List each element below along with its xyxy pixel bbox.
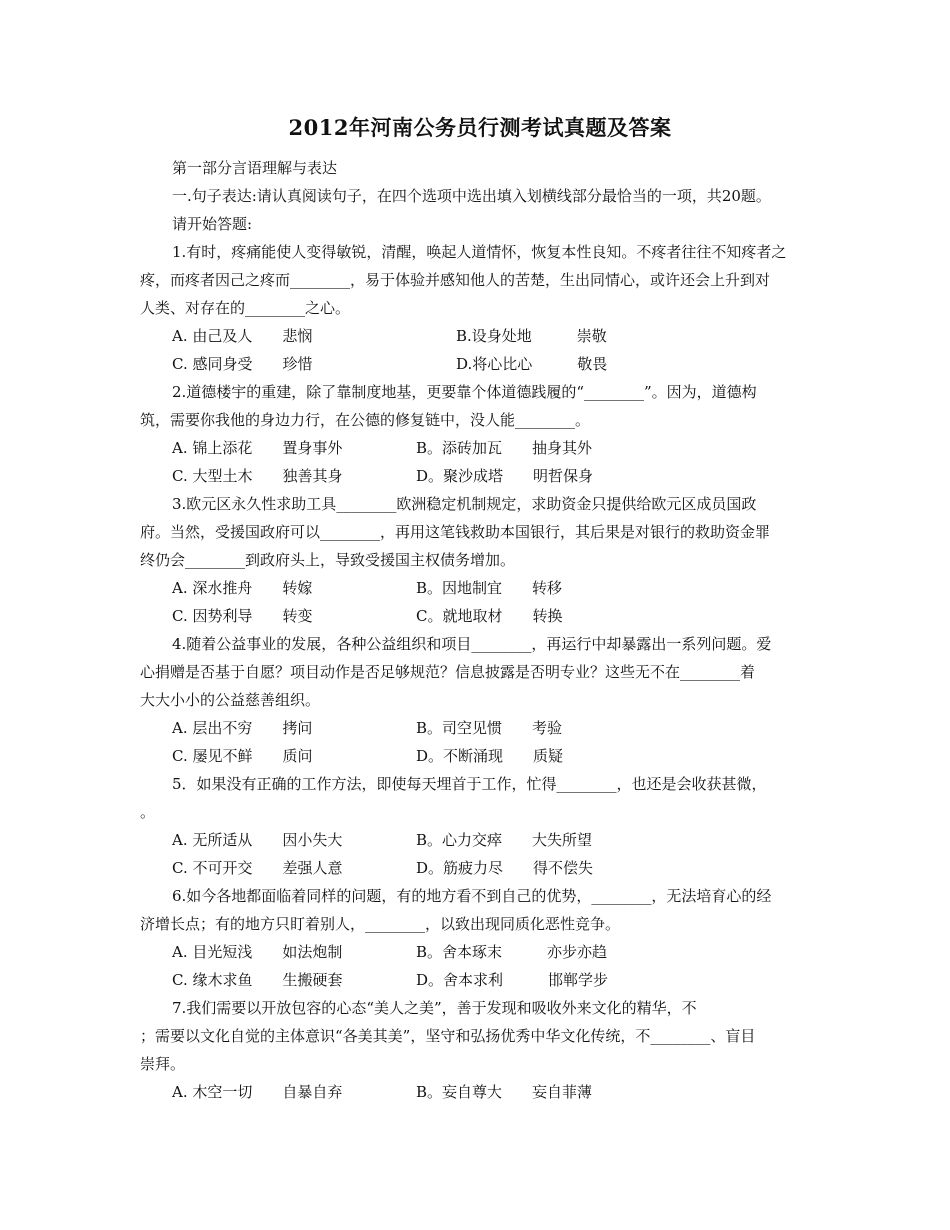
option-d: D.将心比心 敬畏 <box>456 355 608 373</box>
question-text-line: 3.欧元区永久性求助工具________欧洲稳定机制规定，求助资金只提供给欧元区成员国政 <box>172 495 757 513</box>
question-text-line: 人类、对存在的________之心。 <box>140 299 351 317</box>
option-b: B。司空见惯 考验 <box>416 719 563 737</box>
question-text-line: 4.随着公益事业的发展，各种公益组织和项目________，再运行中却暴露出一系列问题。爱 <box>172 635 772 653</box>
question-text-line: ；需要以文化自觉的主体意识“各美其美”，坚守和弘扬优秀中华文化传统，不________、盲目 <box>140 1027 756 1045</box>
option-a: A. 锦上添花 置身事外 <box>172 439 343 457</box>
option-c: C. 因势利导 转变 <box>172 607 313 625</box>
question-text-line: 5．如果没有正确的工作方法，即使每天埋首于工作，忙得________，也还是会收获甚微， <box>172 775 767 793</box>
option-row <box>140 854 820 882</box>
question-7 <box>140 994 820 1106</box>
option-a: A. 目光短浅 如法炮制 <box>172 943 343 961</box>
question-text-line: 济增长点；有的地方只盯着别人，________，以致出现同质化恶性竞争。 <box>140 915 621 933</box>
option-row <box>140 1078 820 1106</box>
option-d: D。聚沙成塔 明哲保身 <box>416 467 594 485</box>
question-text-line: 大大小小的公益慈善组织。 <box>140 691 321 709</box>
question-5 <box>140 770 820 882</box>
option-row <box>140 574 820 602</box>
option-a: A. 木空一切 自暴自弃 <box>172 1083 343 1101</box>
option-b: B。舍本琢末 亦步亦趋 <box>416 943 608 961</box>
option-row <box>140 462 820 490</box>
question-1 <box>140 238 820 378</box>
option-d: C。就地取材 转换 <box>416 607 563 625</box>
option-b: B。心力交瘁 大失所望 <box>416 831 593 849</box>
question-3 <box>140 490 820 630</box>
option-d: D。不断涌现 质疑 <box>416 747 564 765</box>
question-text-line: 。 <box>140 803 156 821</box>
option-row <box>140 434 820 462</box>
option-row <box>140 322 820 350</box>
question-text-line: 疼，而疼者因己之疼而________，易于体验并感知他人的苦楚，生出同情心，或许还会上升到对 <box>140 271 771 289</box>
option-a: A. 层出不穷 拷问 <box>172 719 313 737</box>
option-c: C. 感同身受 珍惜 <box>172 355 313 373</box>
option-b: B。因地制宜 转移 <box>416 579 563 597</box>
option-c: C. 大型土木 独善其身 <box>172 467 343 485</box>
question-text-line: 1.有时，疼痛能使人变得敏锐，清醒，唤起人道情怀，恢复本性良知。不疼者往往不知疼者之 <box>172 243 787 261</box>
option-row <box>140 826 820 854</box>
question-text-line: 筑，需要你我他的身边力行，在公德的修复链中，没人能________。 <box>140 411 591 429</box>
question-text-line: 7.我们需要以开放包容的心态“美人之美”，善于发现和吸收外来文化的精华，不 <box>172 999 697 1017</box>
instruction-text: 一.句子表达:请认真阅读句子，在四个选项中选出填入划横线部分最恰当的一项，共20题。 <box>172 187 771 205</box>
option-row <box>140 742 820 770</box>
question-text-line: 6.如今各地都面临着同样的问题，有的地方看不到自己的优势，________，无法培育心的经 <box>172 887 772 905</box>
option-c: C. 屡见不鲜 质问 <box>172 747 313 765</box>
option-row <box>140 938 820 966</box>
option-a: A. 深水推舟 转嫁 <box>172 579 313 597</box>
option-d: D。筋疲力尽 得不偿失 <box>416 859 594 877</box>
page-title: 2012年河南公务员行测考试真题及答案 <box>288 115 672 140</box>
question-text-line: 心捐赠是否基于自愿？项目动作是否足够规范？信息披露是否明专业？这些无不在________着 <box>140 663 756 681</box>
document-page <box>140 112 820 1106</box>
option-row <box>140 602 820 630</box>
question-text-line: 终仍会________到政府头上，导致受援国主权债务增加。 <box>140 551 516 569</box>
section-heading: 第一部分言语理解与表达 <box>172 159 338 177</box>
question-6 <box>140 882 820 994</box>
option-b: B.设身处地 崇敬 <box>456 327 607 345</box>
option-b: B。妄自尊大 妄自菲薄 <box>416 1083 593 1101</box>
option-d: D。舍本求利 邯郸学步 <box>416 971 609 989</box>
option-row <box>140 714 820 742</box>
option-row <box>140 350 820 378</box>
start-prompt: 请开始答题: <box>172 215 253 233</box>
option-b: B。添砖加瓦 抽身其外 <box>416 439 593 457</box>
option-a: A. 由己及人 悲悯 <box>172 327 313 345</box>
option-row <box>140 966 820 994</box>
option-c: C. 缘木求鱼 生搬硬套 <box>172 971 343 989</box>
question-text-line: 2.道德楼宇的重建，除了靠制度地基，更要靠个体道德践履的“________”。因为，道德构 <box>172 383 757 401</box>
question-text-line: 府。当然，受援国政府可以________，再用这笔钱救助本国银行，其后果是对银行的救助资金罪 <box>140 523 771 541</box>
question-4 <box>140 630 820 770</box>
option-c: C. 不可开交 差强人意 <box>172 859 343 877</box>
question-2 <box>140 378 820 490</box>
option-a: A. 无所适从 因小失大 <box>172 831 343 849</box>
question-text-line: 崇拜。 <box>140 1055 186 1073</box>
